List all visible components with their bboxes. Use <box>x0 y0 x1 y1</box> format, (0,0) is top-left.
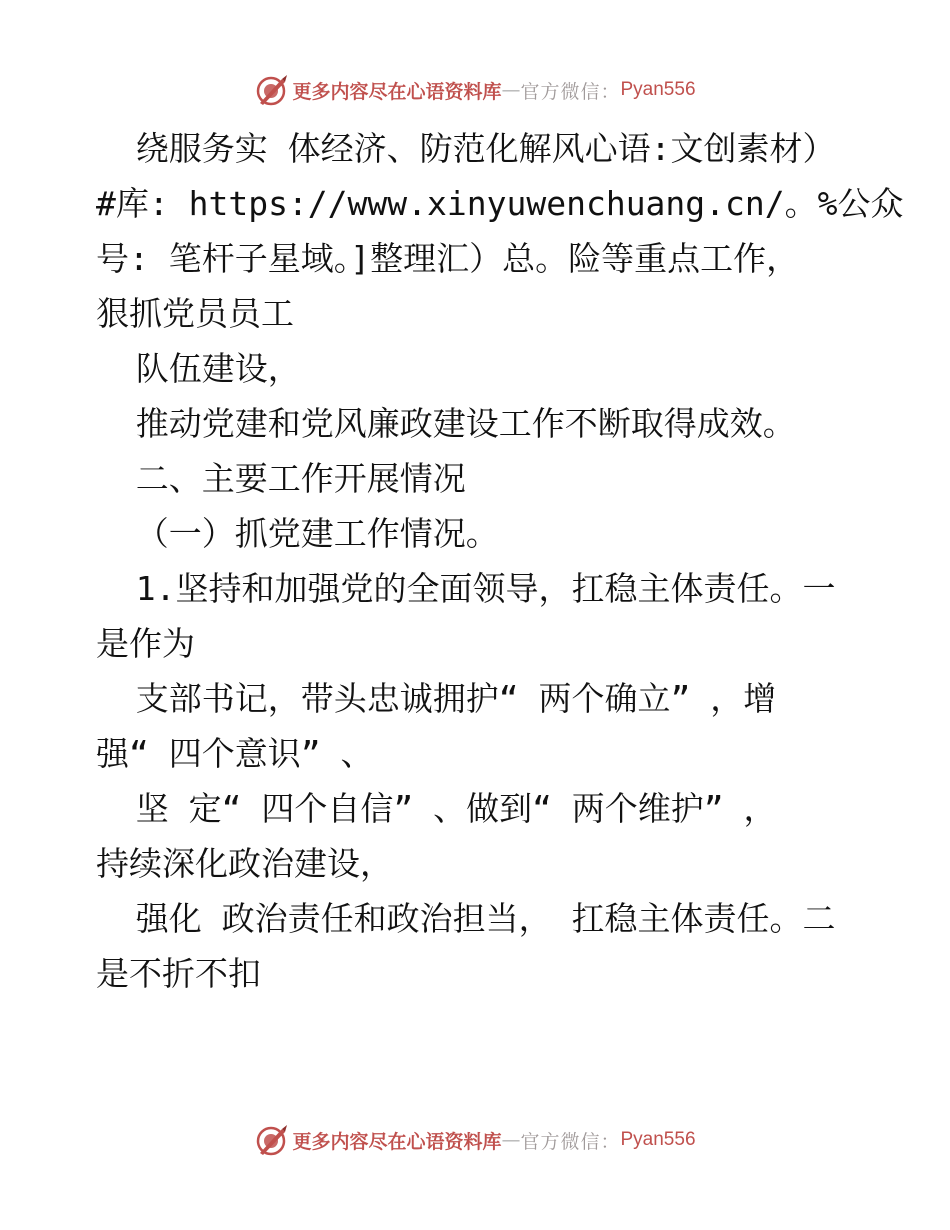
body-line: 狠抓党员员工 <box>96 294 294 333</box>
header-watermark-text: 更多内容尽在心语资料库 <box>292 80 502 103</box>
body-line: #库: https://www.xinyuwenchuang.cn/。%公众 <box>96 184 904 223</box>
header-wechat-label: 官方微信： <box>520 80 621 103</box>
body-line: 强化 政治责任和政治担当， 扛稳主体责任。二 <box>96 899 836 938</box>
body-line: 坚 定“ 四个自信” 、做到“ 两个维护” ， <box>96 789 777 828</box>
header-wechat-id: Pyan556 <box>620 79 696 100</box>
section-heading: 二、主要工作开展情况 <box>96 459 466 498</box>
footer-separator: — <box>501 1129 521 1151</box>
body-line: 推动党建和党风廉政建设工作不断取得成效。 <box>96 404 796 443</box>
header-separator: — <box>501 79 521 101</box>
body-line: 是不折不扣 <box>96 954 261 993</box>
body-line: 强“ 四个意识” 、 <box>96 734 374 773</box>
body-line: 1.坚持和加强党的全面领导，扛稳主体责任。一 <box>96 569 836 608</box>
footer-watermark-text: 更多内容尽在心语资料库 <box>292 1130 502 1153</box>
document-body <box>96 121 904 1001</box>
body-line: 支部书记，带头忠诚拥护“ 两个确立” ，增 <box>96 679 777 718</box>
body-line: 队伍建设， <box>96 349 301 388</box>
body-line: 号: 笔杆子星域。]整理汇）总。险等重点工作， <box>96 239 800 278</box>
header-watermark-banner <box>0 70 950 110</box>
body-line: 绕服务实 体经济、防范化解风心语:文创素材） <box>96 129 836 168</box>
footer-wechat-id: Pyan556 <box>620 1129 696 1150</box>
footer-wechat-label: 官方微信： <box>520 1130 621 1153</box>
brush-pen-logo-icon <box>254 1123 288 1157</box>
body-line: 持续深化政治建设， <box>96 844 393 883</box>
body-line: 是作为 <box>96 624 195 663</box>
brush-pen-logo-icon <box>254 73 288 107</box>
subsection-heading: （一）抓党建工作情况。 <box>96 514 499 553</box>
footer-watermark-banner <box>0 1120 950 1160</box>
